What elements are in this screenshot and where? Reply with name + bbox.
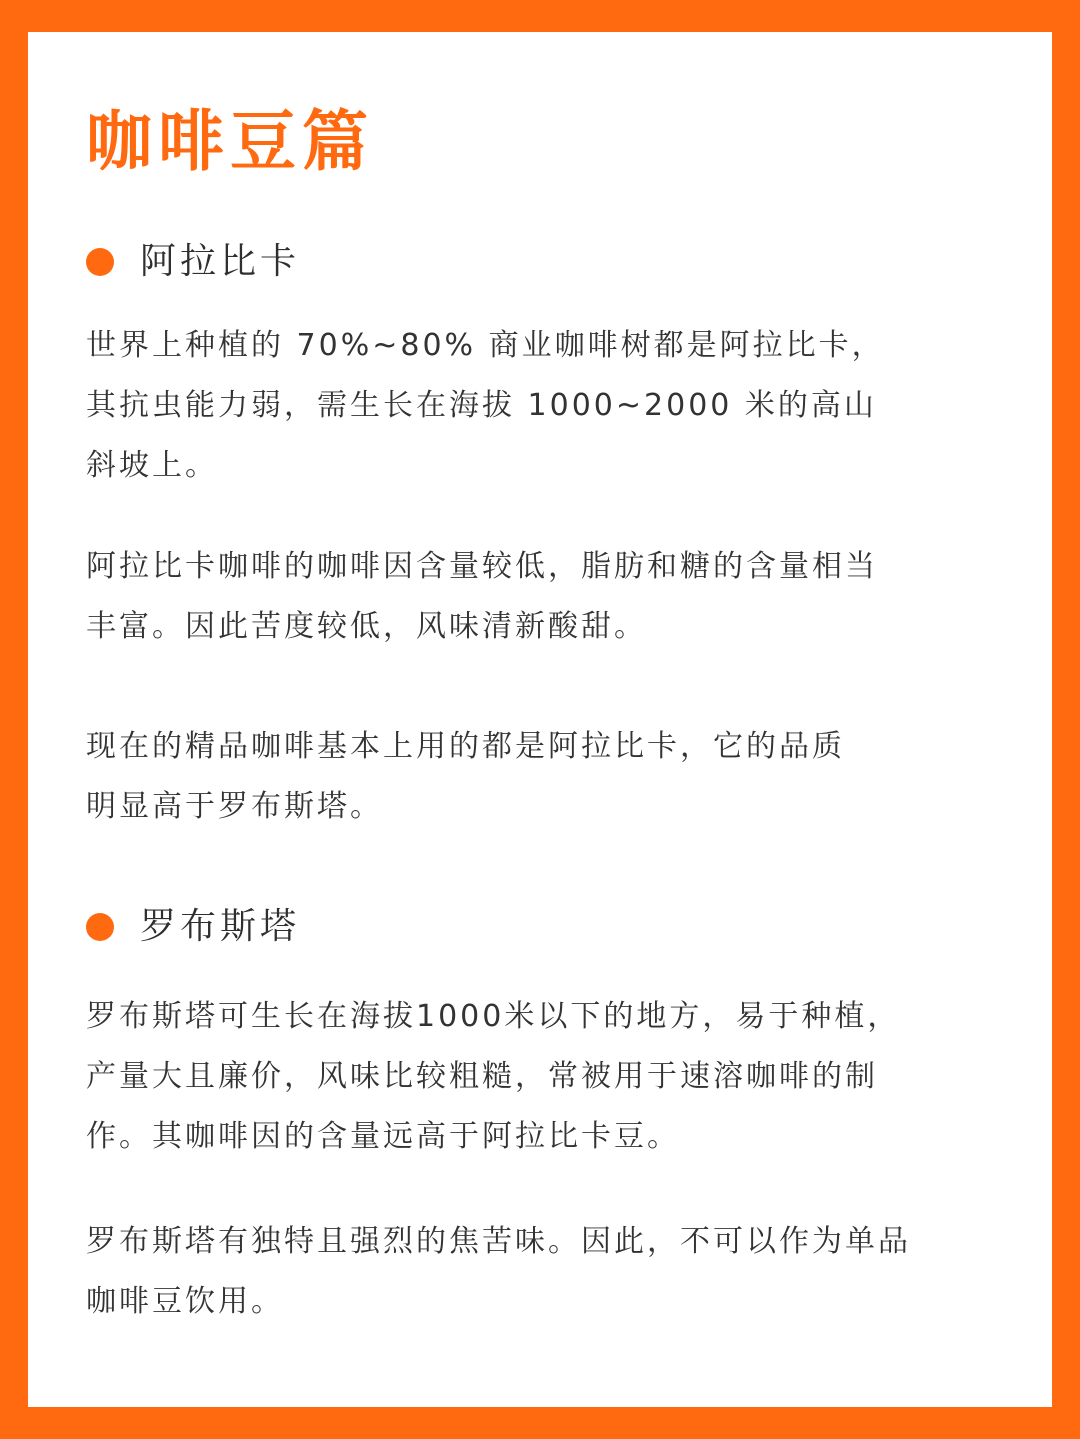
paragraph: 罗布斯塔有独特且强烈的焦苦味。因此，不可以作为单品 咖啡豆饮用。 (86, 1224, 911, 1319)
paragraph: 世界上种植的 70%~80% 商业咖啡树都是阿拉比卡， 其抗虫能力弱，需生长在海拔 1000~2000 米的高山 斜坡上。 (86, 328, 885, 483)
paragraph: 现在的精品咖啡基本上用的都是阿拉比卡，它的品质 明显高于罗布斯塔。 (86, 729, 845, 824)
section-heading-arabica (86, 237, 300, 287)
paragraph: 阿拉比卡咖啡的咖啡因含量较低，脂肪和糖的含量相当 丰富。因此苦度较低，风味清新酸甜。 (86, 549, 878, 644)
section-title: 阿拉比卡 (140, 241, 301, 282)
section-heading-robusta (86, 902, 300, 952)
bullet-dot-icon (86, 913, 114, 941)
paragraph: 罗布斯塔可生长在海拔1000米以下的地方，易于种植， 产量大且廉价，风味比较粗糙，常被用于速溶咖啡的制 作。其咖啡因的含量远高于阿拉比卡豆。 (86, 999, 901, 1154)
section-title: 罗布斯塔 (140, 906, 301, 947)
page-title: 咖啡豆篇 (86, 103, 374, 180)
bullet-dot-icon (86, 248, 114, 276)
content-card (28, 32, 1052, 1407)
